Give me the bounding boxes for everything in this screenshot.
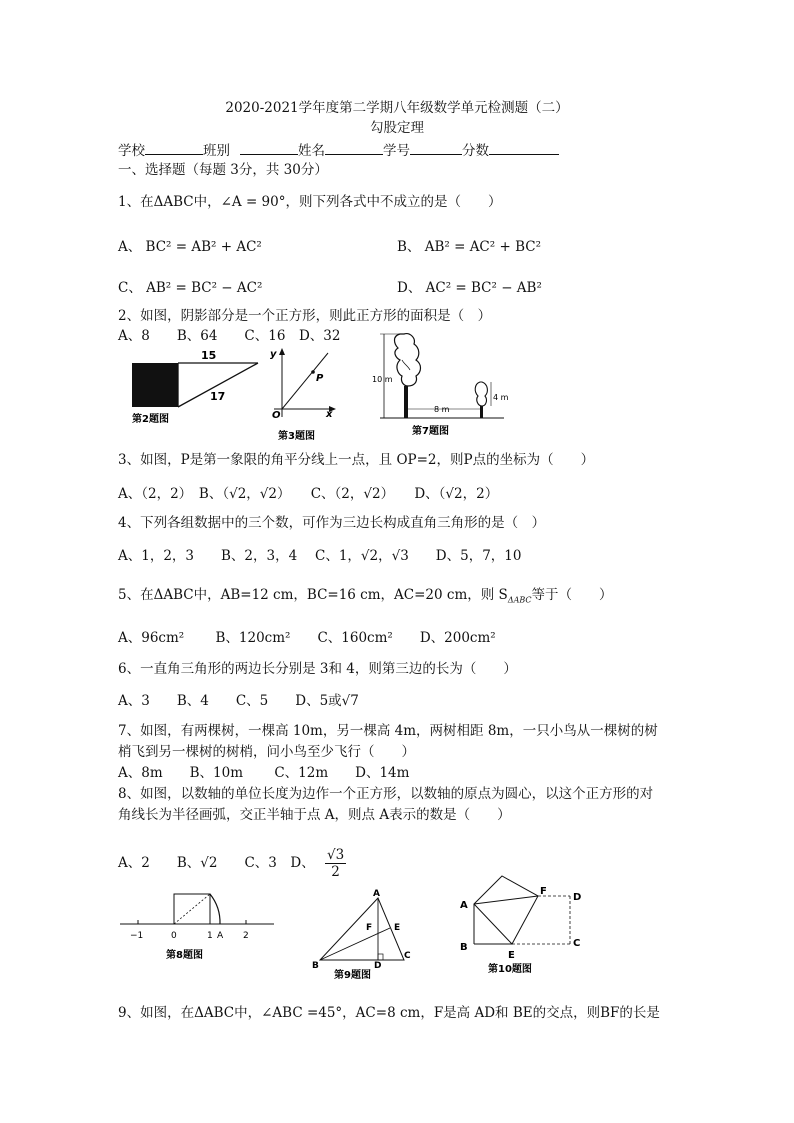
page-subtitle: 勾股定理 <box>370 120 424 136</box>
q2-stem: 2、如图，阴影部分是一个正方形，则此正方形的面积是（ ） <box>118 308 492 324</box>
q8-frac-den: 2 <box>331 864 340 880</box>
fig10-vertex-c: C <box>573 938 581 949</box>
q5-stem-text: 5、在ΔABC中，AB=12 cm，BC=16 cm，AC=20 cm，则 S <box>118 587 508 603</box>
fig9-vertex-c: C <box>404 951 411 961</box>
q8-frac-num: √3 <box>327 847 345 863</box>
score-label: 分数 <box>462 143 489 159</box>
fig7-height-tall: 10 m <box>372 375 393 384</box>
figure-9 <box>308 886 418 982</box>
q1-option-a[interactable]: A、 BC² = AB² + AC² <box>118 239 262 255</box>
fig10-vertex-d: D <box>573 892 582 903</box>
q6-options[interactable]: A、3 B、4 C、5 D、5或√7 <box>118 693 359 709</box>
fig10-vertex-e: E <box>508 950 515 961</box>
school-blank[interactable] <box>145 141 203 155</box>
fig9-vertex-e: E <box>394 923 401 933</box>
figure-8 <box>118 886 278 964</box>
q8-stem-line1: 8、如图，以数轴的单位长度为边作一个正方形，以数轴的原点为圆心，以这个正方形的对 <box>118 786 654 802</box>
name-blank[interactable] <box>325 141 383 155</box>
fig3-o-label: O <box>272 410 281 421</box>
q4-stem: 4、下列各组数据中的三个数，可作为三边长构成直角三角形的是（ ） <box>118 515 546 531</box>
school-label: 学校 <box>118 143 145 159</box>
fig10-vertex-f: F <box>540 886 547 897</box>
number-blank[interactable] <box>410 141 462 155</box>
q1-stem: 1、在ΔABC中，∠A = 90°，则下列各式中不成立的是（ ） <box>118 194 502 210</box>
figure-7 <box>372 330 512 440</box>
q4-options[interactable]: A、1，2，3 B、2，3，4 C、1，√2，√3 D、5，7，10 <box>118 548 522 564</box>
score-blank[interactable] <box>489 141 559 155</box>
q7-options[interactable]: A、8m B、10m C、12m D、14m <box>118 765 410 781</box>
fig9-vertex-d: D <box>374 961 382 971</box>
q9-stem: 9、如图，在ΔABC中，∠ABC =45°，AC=8 cm，F是高 AD和 BE的交点，则BF的长是 <box>118 1005 660 1021</box>
number-label: 学号 <box>383 143 410 159</box>
fig3-p-label: P <box>316 373 324 384</box>
q5-options[interactable]: A、96cm² B、120cm² C、160cm² D、200cm² <box>118 630 496 646</box>
student-info-row <box>118 141 559 160</box>
fig3-caption: 第3题图 <box>278 431 315 442</box>
fig3-y-label: y <box>270 349 277 360</box>
fig8-point-a: A <box>217 931 224 941</box>
q1-option-d[interactable]: D、 AC² = BC² − AB² <box>397 280 542 296</box>
shaded-square <box>132 363 178 407</box>
fig10-caption: 第10题图 <box>488 964 532 975</box>
q3-options[interactable]: A、（2，2） B、（√2，√2） C、（2，√2） D、（√2，2） <box>118 486 499 502</box>
fig8-tick-minus1: −1 <box>130 931 144 941</box>
q8-options-text: A、2 B、√2 C、3 D、 <box>118 855 315 871</box>
q6-stem: 6、一直角三角形的两边长分别是 3和 4，则第三边的长为（ ） <box>118 661 517 677</box>
fig9-vertex-a: A <box>373 889 380 899</box>
class-blank[interactable] <box>240 141 298 155</box>
q8-options[interactable] <box>118 847 346 880</box>
name-label: 姓名 <box>298 143 325 159</box>
fig8-caption: 第8题图 <box>166 950 203 961</box>
q5-stem-tail: 等于（ ） <box>531 587 613 603</box>
q1-option-c[interactable]: C、 AB² = BC² − AC² <box>118 280 263 296</box>
fig9-caption: 第9题图 <box>334 970 371 981</box>
fig2-label-bottom: 17 <box>210 390 226 403</box>
q5-stem <box>118 586 613 610</box>
fig8-tick-0: 0 <box>171 931 177 941</box>
fig2-label-top: 15 <box>201 349 217 362</box>
q3-stem: 3、如图，P是第一象限的角平分线上一点，且 OP=2，则P点的坐标为（ ） <box>118 452 595 468</box>
fig9-vertex-b: B <box>312 961 319 971</box>
fig10-vertex-b: B <box>460 942 468 953</box>
fig2-caption: 第2题图 <box>132 414 169 425</box>
figure-3 <box>266 345 346 443</box>
fig3-x-label: x <box>326 409 333 420</box>
q2-options[interactable]: A、8 B、64 C、16 D、32 <box>118 328 341 344</box>
q7-stem-line2: 梢飞到另一棵树的树梢，问小鸟至少飞行（ ） <box>118 744 415 760</box>
q5-subscript: ΔABC <box>507 595 532 605</box>
fig7-height-short: 4 m <box>493 393 509 402</box>
q8-stem-line2: 角线长为半径画弧，交正半轴于点 A，则点 A表示的数是（ ） <box>118 807 511 823</box>
q8-fraction <box>325 847 346 880</box>
q7-stem-line1: 7、如图，有两棵树，一棵高 10m，另一棵高 4m，两树相距 8m，一只小鸟从一棵树的树 <box>118 723 658 739</box>
page-title: 2020-2021学年度第二学期八年级数学单元检测题（二） <box>225 100 569 116</box>
section-heading: 一、选择题（每题 3分，共 30分） <box>118 162 328 178</box>
figure-2 <box>128 342 264 428</box>
fig8-tick-2: 2 <box>243 931 249 941</box>
fig8-tick-1: 1 <box>207 931 213 941</box>
point-p <box>311 370 315 374</box>
q1-option-b[interactable]: B、 AB² = AC² + BC² <box>397 239 541 255</box>
fig7-distance: 8 m <box>434 405 450 414</box>
figure-10 <box>454 866 594 978</box>
fig7-caption: 第7题图 <box>412 426 449 437</box>
class-label: 班别 <box>203 143 230 159</box>
fig10-vertex-a: A <box>460 900 468 911</box>
fig9-point-f: F <box>366 923 373 933</box>
